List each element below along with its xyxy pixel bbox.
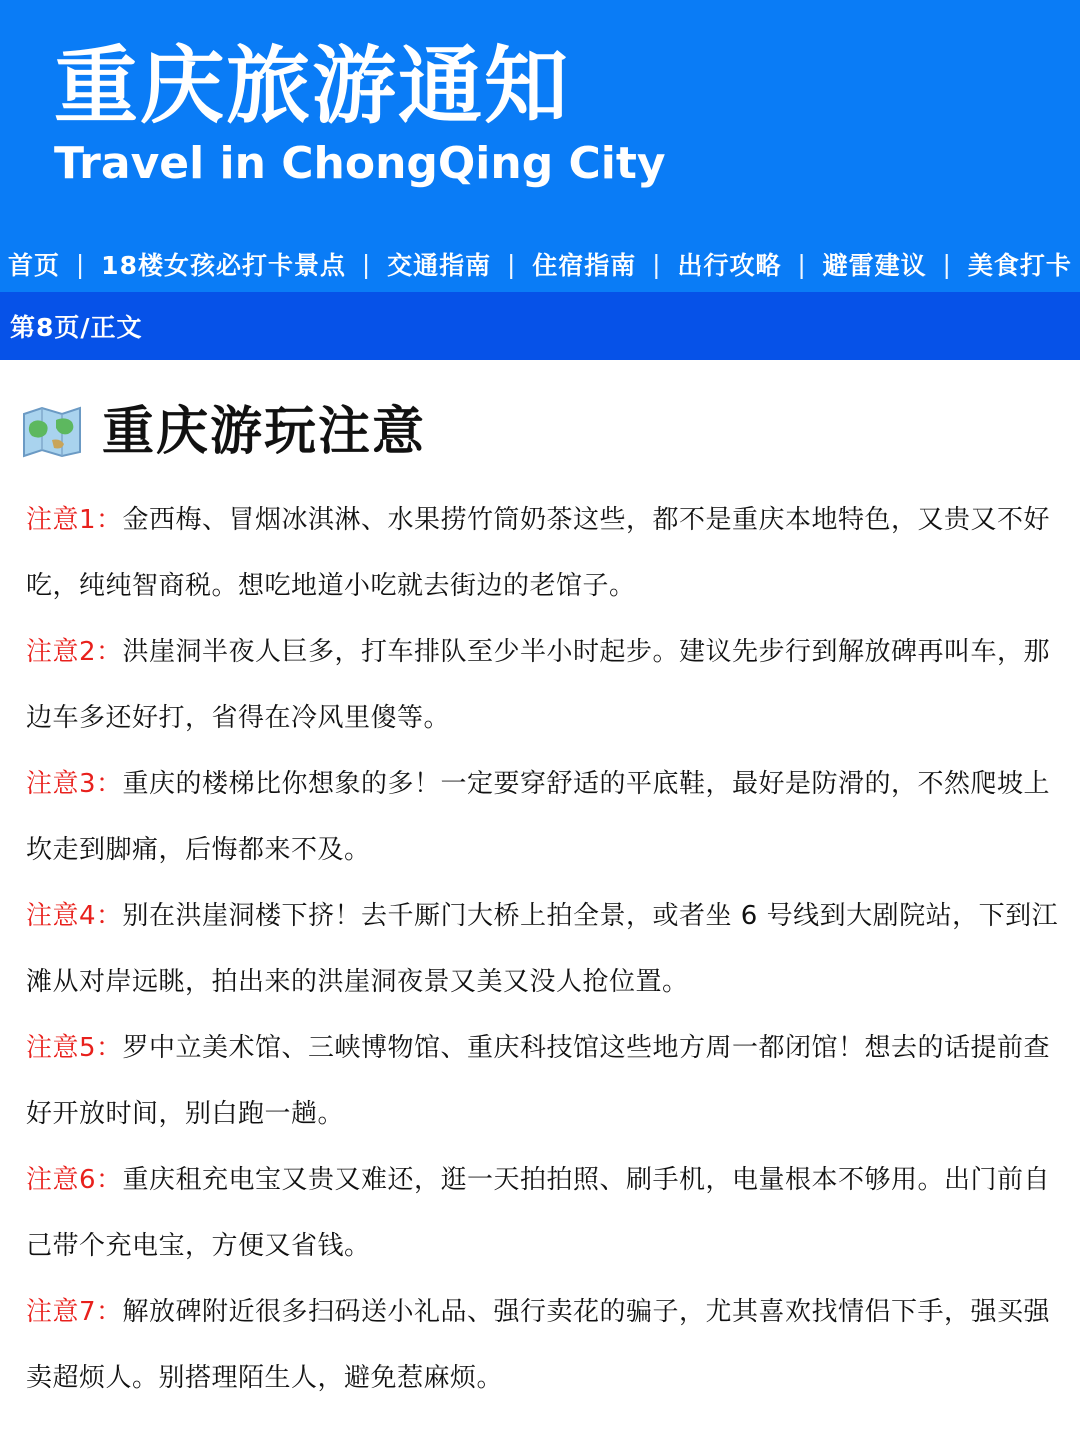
- section-title: 重庆游玩注意: [102, 402, 427, 462]
- page-title: 重庆旅游通知: [54, 37, 571, 135]
- nav-item-spots[interactable]: 18楼女孩必打卡景点: [101, 251, 346, 280]
- nav-item-transport[interactable]: 交通指南: [387, 251, 492, 280]
- nav-item-avoid-tips[interactable]: 避雷建议: [822, 251, 927, 280]
- nav-item-lodging[interactable]: 住宿指南: [532, 251, 637, 280]
- note-item: [26, 1147, 1062, 1279]
- map-icon: [22, 406, 82, 458]
- note-text: 罗中立美术馆、三峡博物馆、重庆科技馆这些地方周一都闭馆！想去的话提前查好开放时间，别白跑一趟。: [26, 1033, 1051, 1129]
- note-item: [26, 1015, 1062, 1147]
- nav-bar: [0, 238, 1080, 290]
- note-item: [26, 751, 1062, 883]
- note-label: 注意1：: [26, 505, 123, 535]
- page-header: [0, 0, 1080, 292]
- nav-item-home[interactable]: 首页: [8, 251, 61, 280]
- nav-item-travel-tips[interactable]: 出行攻略: [677, 251, 782, 280]
- nav-separator: |: [797, 249, 807, 279]
- note-item: [26, 883, 1062, 1015]
- note-label: 注意7：: [26, 1297, 123, 1327]
- nav-separator: |: [361, 249, 372, 279]
- nav-separator: |: [507, 249, 517, 279]
- nav-separator: |: [942, 249, 952, 279]
- notes-list: [26, 487, 1062, 1411]
- note-text: 洪崖洞半夜人巨多，打车排队至少半小时起步。建议先步行到解放碑再叫车，那边车多还好打，省得在冷风里傻等。: [26, 637, 1051, 733]
- note-label: 注意6：: [26, 1165, 123, 1195]
- nav-separator: |: [652, 249, 662, 279]
- note-text: 重庆租充电宝又贵又难还，逛一天拍拍照、刷手机，电量根本不够用。出门前自己带个充电宝，方便又省钱。: [26, 1165, 1051, 1261]
- note-item: [26, 1279, 1062, 1411]
- section-header: [22, 400, 426, 464]
- note-label: 注意2：: [26, 637, 123, 667]
- breadcrumb: 第8页/正文: [0, 292, 1080, 360]
- note-text: 解放碑附近很多扫码送小礼品、强行卖花的骗子，尤其喜欢找情侣下手，强买强卖超烦人。别搭理陌生人，避免惹麻烦。: [26, 1297, 1051, 1393]
- note-label: 注意3：: [26, 769, 123, 799]
- nav-separator: |: [75, 249, 86, 279]
- note-item: [26, 487, 1062, 619]
- note-item: [26, 619, 1062, 751]
- note-text: 金西梅、冒烟冰淇淋、水果捞竹筒奶茶这些，都不是重庆本地特色，又贵又不好吃，纯纯智商税。想吃地道小吃就去街边的老馆子。: [26, 505, 1051, 601]
- note-label: 注意4：: [26, 901, 123, 931]
- note-label: 注意5：: [26, 1033, 123, 1063]
- page-subtitle: Travel in ChongQing City: [54, 138, 666, 189]
- note-text: 别在洪崖洞楼下挤！去千厮门大桥上拍全景，或者坐 6 号线到大剧院站，下到江滩从对岸远眺，拍出来的洪崖洞夜景又美又没人抢位置。: [26, 901, 1059, 997]
- nav-item-food[interactable]: 美食打卡: [967, 251, 1072, 280]
- note-text: 重庆的楼梯比你想象的多！一定要穿舒适的平底鞋，最好是防滑的，不然爬坡上坎走到脚痛，后悔都来不及。: [26, 769, 1051, 865]
